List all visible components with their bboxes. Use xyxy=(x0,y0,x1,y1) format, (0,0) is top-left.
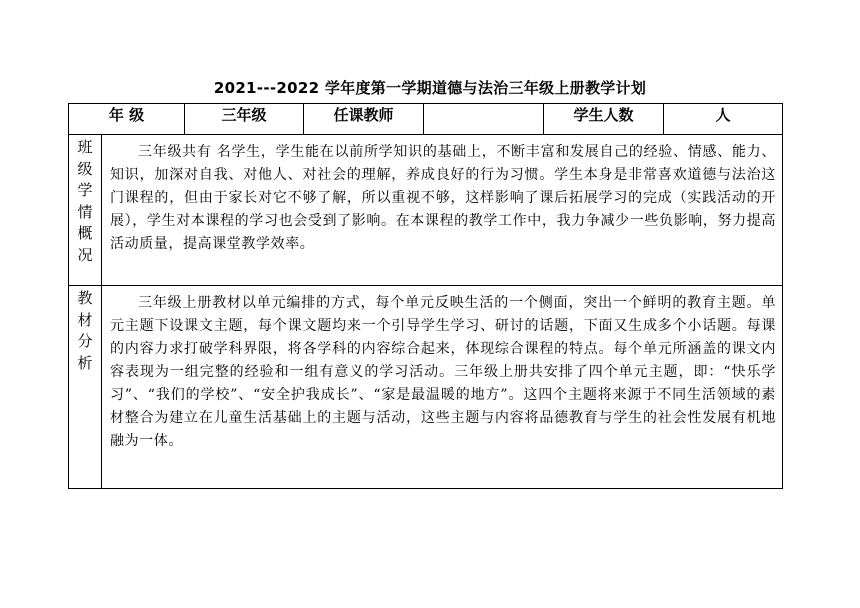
grade-value: 三年级 xyxy=(185,104,304,135)
label-char: 概 xyxy=(77,224,93,242)
student-count-label: 学生人数 xyxy=(544,104,664,135)
teacher-label: 任课教师 xyxy=(304,104,424,135)
teaching-plan-table xyxy=(68,103,783,489)
label-char: 级 xyxy=(77,159,93,178)
label-char: 分 xyxy=(77,332,93,350)
label-char: 教 xyxy=(77,289,93,307)
label-char: 材 xyxy=(77,310,93,329)
student-count-unit: 人 xyxy=(664,104,783,135)
label-char: 析 xyxy=(77,353,93,372)
teacher-value xyxy=(424,104,544,135)
class-situation-label xyxy=(69,135,102,286)
textbook-analysis-label xyxy=(69,286,102,489)
label-char: 学 xyxy=(77,181,93,199)
class-situation-row xyxy=(69,135,783,286)
textbook-analysis-text: 三年级上册教材以单元编排的方式，每个单元反映生活的一个侧面，突出一个鲜明的教育主题。单元主题下设课文主题，每个课文题均来一个引导学生学习、研讨的话题，下面又生成多个小话题。每课的内容力求打破学科界限，将各学科的内容综合起来，体现综合课程的特点。每个单元所涵盖的课文内容表现为一组完整的经验和一组有意义的学习活动。三年级上册共安排了四个单元主题，即：“快乐学习”、“我们的学校”、“安全护我成长”、“家是最温暖的地方”。这四个主题将来源于不同生活领域的素材整合为建立在儿童生活基础上的主题与活动，这些主题与内容将品德教育与学生的社会性发展有机地融为一体。 xyxy=(102,286,783,489)
grade-label: 年 级 xyxy=(69,104,185,135)
label-char: 情 xyxy=(77,202,93,221)
document-title: 2021---2022 学年度第一学期道德与法治三年级上册教学计划 xyxy=(213,79,647,97)
textbook-analysis-row xyxy=(69,286,783,489)
label-char: 况 xyxy=(77,245,93,264)
label-char: 班 xyxy=(77,138,93,156)
class-situation-text: 三年级共有 名学生，学生能在以前所学知识的基础上，不断丰富和发展自己的经验、情感、能力、知识，加深对自我、对他人、对社会的理解，养成良好的行为习惯。学生本身是非常喜欢道德与法治这门课程的，但由于家长对它不够了解，所以重视不够，这样影响了课后拓展学习的完成（实践活动的开展），学生对本课程的学习也会受到了影响。在本课程的教学工作中，我力争减少一些负影响，努力提高活动质量，提高课堂教学效率。 xyxy=(102,135,783,286)
header-row xyxy=(69,104,783,135)
